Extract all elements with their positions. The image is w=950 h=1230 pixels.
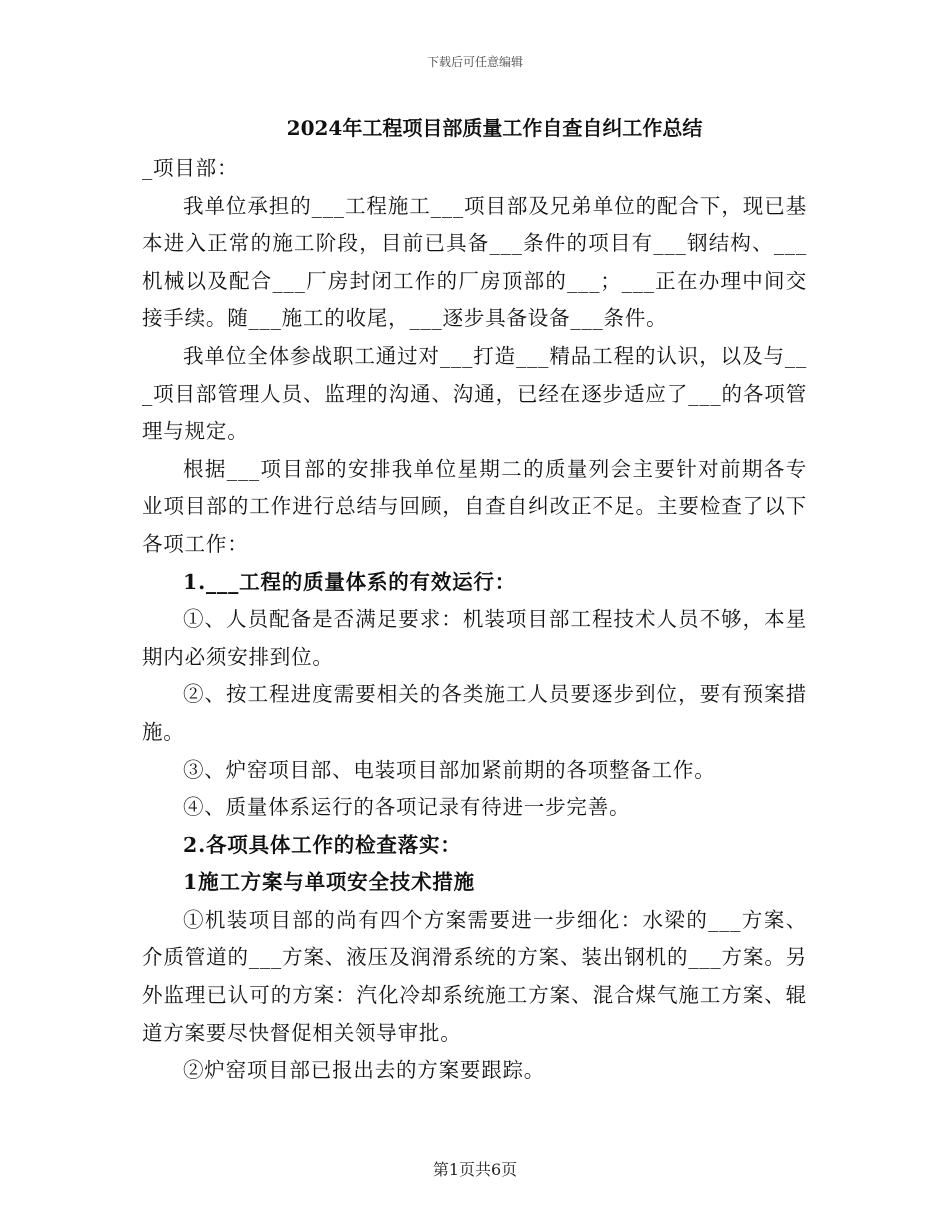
document-body (142, 112, 807, 1090)
section-2-heading: 2.各项具体工作的检查落实： (183, 832, 462, 857)
paragraph-1: 我单位承担的___工程施工___项目部及兄弟单位的配合下，现已基本进入正常的施工阶段，目前已具备___条件的项目有___钢结构、___机械以及配合___厂房封闭工作的厂房顶部的___；___正在办理中间交接手续。随___施工的收尾，___逐步具备设备___条件。 (142, 193, 807, 331)
paragraph-3: 根据___项目部的安排我单位星期二的质量列会主要针对前期各专业项目部的工作进行总结与回顾，自查自纠改正不足。主要检查了以下各项工作： (142, 456, 807, 556)
document-title: 2024年工程项目部质量工作自查自纠工作总结 (286, 116, 703, 140)
section-2-sub-heading: 1施工方案与单项安全技术措施 (183, 870, 475, 895)
section-2-item-2: ②炉窑项目部已报出去的方案要跟踪。 (183, 1058, 546, 1083)
page-number: 第1页共6页 (432, 1160, 518, 1179)
section-1-heading: 1.___工程的质量体系的有效运行： (183, 569, 517, 594)
section-1-item-3: ③、炉窑项目部、电装项目部加紧前期的各项整备工作。 (183, 757, 716, 782)
section-2-item-1: ①机装项目部的尚有四个方案需要进一步细化：水梁的___方案、介质管道的___方案、液压及润滑系统的方案、装出钢机的___方案。另外监理已认可的方案：汽化冷却系统施工方案、混合煤气施工方案、辊道方案要尽快督促相关领导审批。 (142, 907, 807, 1045)
section-1-item-4: ④、质量体系运行的各项记录有待进一步完善。 (183, 795, 631, 820)
section-1-item-1: ①、人员配备是否满足要求：机装项目部工程技术人员不够，本星期内必须安排到位。 (142, 607, 807, 669)
header-note: 下载后可任意编辑 (426, 55, 523, 69)
salutation: _项目部： (142, 156, 239, 180)
paragraph-2: 我单位全体参战职工通过对___打造___精品工程的认识，以及与___项目部管理人员、监理的沟通、沟通，已经在逐步适应了___的各项管理与规定。 (142, 343, 807, 444)
section-1-item-2: ②、按工程进度需要相关的各类施工人员要逐步到位，要有预案措施。 (142, 682, 807, 744)
